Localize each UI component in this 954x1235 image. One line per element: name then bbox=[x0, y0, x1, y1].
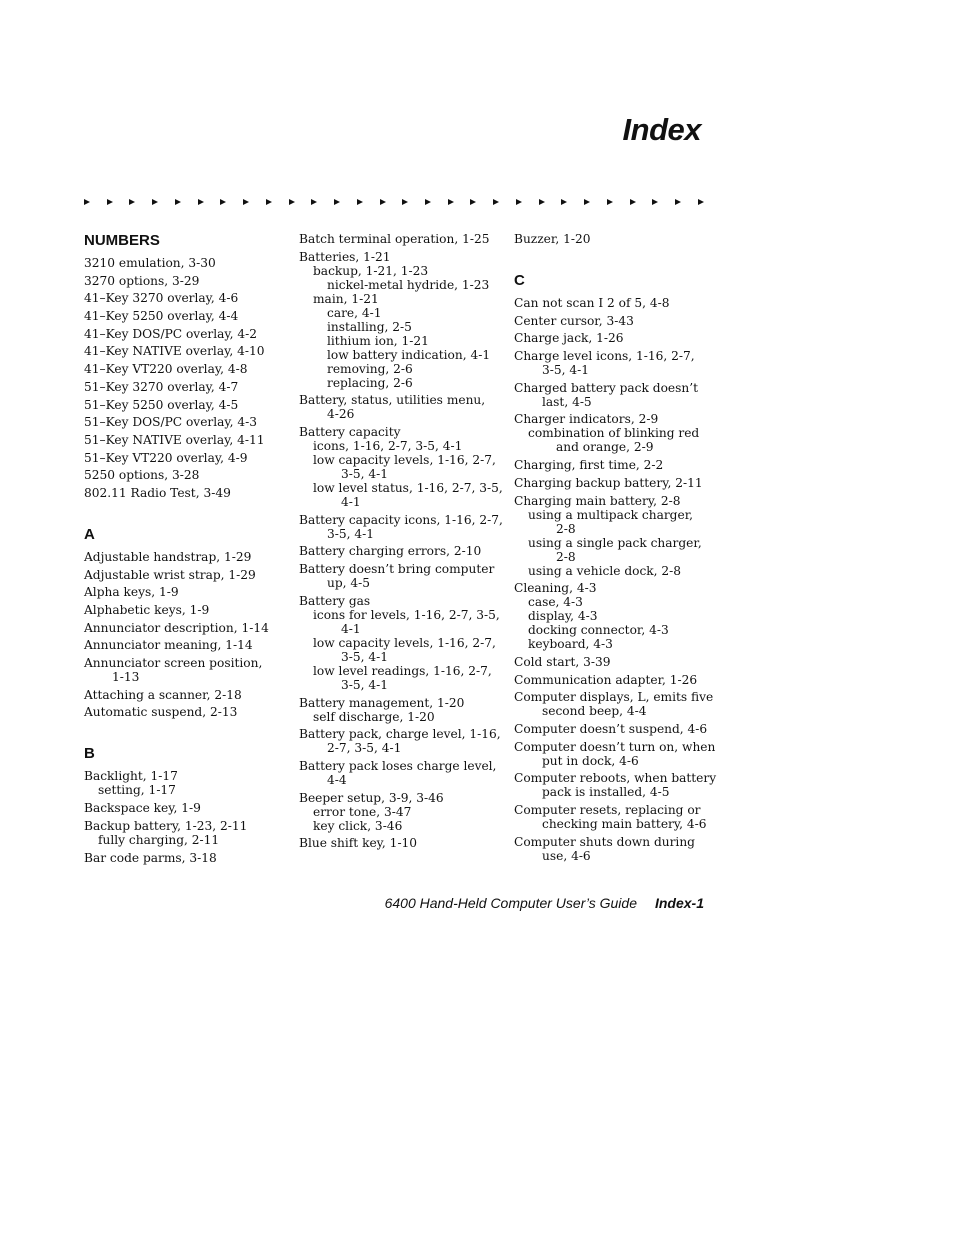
index-term: Beeper setup, 3-9, 3-46 bbox=[299, 790, 444, 805]
index-term: Attaching a scanner, 2-18 bbox=[84, 687, 242, 702]
index-entry bbox=[84, 621, 289, 635]
index-subterm: setting, 1-17 bbox=[98, 783, 176, 798]
index-entry bbox=[84, 327, 289, 341]
index-subterm: 2-7, 3-5, 4-1 bbox=[327, 741, 402, 756]
index-subterm: 2-8 bbox=[556, 549, 576, 564]
index-entry bbox=[514, 690, 719, 718]
index-entry bbox=[299, 791, 504, 833]
index-subterm: and orange, 2-9 bbox=[556, 440, 654, 455]
index-subterm: 4-1 bbox=[341, 495, 361, 510]
index-subterm: backup, 1-21, 1-23 bbox=[313, 263, 429, 278]
index-subterm: using a vehicle dock, 2-8 bbox=[528, 563, 682, 578]
index-subterm: combination of blinking red bbox=[528, 426, 700, 441]
index-entry bbox=[514, 458, 719, 472]
index-subterm: use, 4-6 bbox=[542, 848, 591, 863]
index-subterm: icons for levels, 1-16, 2-7, 3-5, bbox=[313, 607, 500, 622]
index-term: Bar code parms, 3-18 bbox=[84, 850, 217, 865]
index-subterm: 3-5, 4-1 bbox=[341, 649, 389, 664]
index-subterm: installing, 2-5 bbox=[327, 319, 412, 334]
index-subterm: up, 4-5 bbox=[327, 576, 371, 591]
index-subterm: low level readings, 1-16, 2-7, bbox=[313, 663, 492, 678]
index-entry bbox=[514, 296, 719, 310]
section-heading: A bbox=[84, 525, 95, 543]
arrow-bullet-icon bbox=[380, 199, 386, 205]
index-term: Charge level icons, 1-16, 2-7, bbox=[514, 349, 695, 364]
index-subterm: checking main battery, 4-6 bbox=[542, 817, 707, 831]
index-term: Battery doesn’t bring computer bbox=[299, 562, 495, 577]
index-term: Can not scan I 2 of 5, 4-8 bbox=[514, 296, 670, 310]
arrow-bullet-icon bbox=[152, 199, 158, 205]
index-section bbox=[514, 272, 719, 863]
index-term: Battery, status, utilities menu, bbox=[299, 393, 486, 408]
index-subterm: keyboard, 4-3 bbox=[528, 637, 613, 652]
index-entry bbox=[84, 638, 289, 652]
index-entry bbox=[299, 232, 504, 246]
index-entry bbox=[84, 468, 289, 482]
arrow-bullet-icon bbox=[584, 199, 590, 205]
index-subterm: nickel-metal hydride, 1-23 bbox=[327, 277, 490, 292]
index-subterm: pack is installed, 4-5 bbox=[542, 785, 670, 800]
index-entry bbox=[84, 819, 289, 847]
index-term: Charging main battery, 2-8 bbox=[514, 493, 681, 508]
arrow-bullet-icon bbox=[561, 199, 567, 205]
footer-guide-title: 6400 Hand-Held Computer User’s Guide bbox=[384, 895, 637, 911]
index-term: Battery pack loses charge level, bbox=[299, 758, 497, 773]
index-subterm: 3-5, 4-1 bbox=[542, 363, 590, 378]
index-term: 51–Key DOS/PC overlay, 4-3 bbox=[84, 415, 258, 430]
index-term: Charger indicators, 2-9 bbox=[514, 412, 659, 427]
section-heading: NUMBERS bbox=[84, 232, 160, 249]
arrow-bullet-icon bbox=[675, 199, 681, 205]
index-entry bbox=[299, 759, 504, 787]
index-entry bbox=[514, 331, 719, 345]
index-entry bbox=[299, 544, 504, 558]
index-column-2 bbox=[299, 232, 504, 850]
index-term: Computer displays, L, emits five bbox=[514, 690, 714, 705]
index-subterm: main, 1-21 bbox=[313, 291, 379, 306]
arrow-bullet-icon bbox=[448, 199, 454, 205]
index-subterm: low capacity levels, 1-16, 2-7, bbox=[313, 635, 496, 650]
index-entry bbox=[514, 835, 719, 863]
arrow-bullet-icon bbox=[425, 199, 431, 205]
index-subterm: key click, 3-46 bbox=[313, 818, 403, 833]
arrow-bullet-icon bbox=[220, 199, 226, 205]
index-subterm: icons, 1-16, 2-7, 3-5, 4-1 bbox=[313, 439, 463, 454]
index-subterm: second beep, 4-4 bbox=[542, 704, 647, 719]
index-entry bbox=[84, 415, 289, 429]
arrow-bullet-icon bbox=[539, 199, 545, 205]
index-entry bbox=[84, 256, 289, 270]
index-entry bbox=[299, 562, 504, 590]
index-subterm: 3-5, 4-1 bbox=[327, 526, 375, 541]
index-term: Charging backup battery, 2-11 bbox=[514, 475, 703, 490]
index-entry bbox=[299, 836, 504, 850]
index-entry bbox=[514, 494, 719, 578]
index-column-3 bbox=[514, 232, 719, 863]
index-entry bbox=[84, 344, 289, 358]
index-term: 41–Key 5250 overlay, 4-4 bbox=[84, 309, 239, 324]
index-section bbox=[514, 232, 719, 246]
index-subterm: last, 4-5 bbox=[542, 394, 592, 409]
index-term: Battery charging errors, 2-10 bbox=[299, 544, 482, 559]
index-term: Battery gas bbox=[299, 593, 371, 608]
arrow-bullet-icon bbox=[198, 199, 204, 205]
index-entry bbox=[299, 393, 504, 421]
index-section bbox=[84, 526, 289, 720]
index-subterm: error tone, 3-47 bbox=[313, 804, 412, 819]
index-subterm: low battery indication, 4-1 bbox=[327, 347, 491, 362]
index-entry bbox=[84, 433, 289, 447]
arrow-bullet-icon bbox=[652, 199, 658, 205]
arrow-bullet-icon bbox=[493, 199, 499, 205]
arrow-bullet-icon bbox=[129, 199, 135, 205]
footer-page-number: Index-1 bbox=[654, 895, 704, 911]
index-term: 51–Key NATIVE overlay, 4-11 bbox=[84, 432, 265, 447]
index-entry bbox=[84, 568, 289, 582]
index-entry bbox=[514, 412, 719, 454]
index-term: Backup battery, 1-23, 2-11 bbox=[84, 818, 248, 833]
arrow-bullet-icon bbox=[107, 199, 113, 205]
index-section bbox=[84, 232, 289, 500]
index-subterm: 4-4 bbox=[327, 772, 347, 787]
index-term: Center cursor, 3-43 bbox=[514, 313, 634, 328]
index-subterm: removing, 2-6 bbox=[327, 361, 413, 376]
index-entry bbox=[514, 673, 719, 687]
index-section bbox=[299, 232, 504, 850]
index-entry bbox=[84, 380, 289, 394]
index-entry bbox=[514, 771, 719, 799]
index-term: Adjustable handstrap, 1-29 bbox=[84, 549, 252, 564]
index-term: Battery pack, charge level, 1-16, bbox=[299, 727, 501, 742]
index-entry bbox=[514, 476, 719, 490]
index-subterm: using a single pack charger, bbox=[528, 535, 702, 550]
index-subterm: using a multipack charger, bbox=[528, 507, 694, 522]
index-subterm: display, 4-3 bbox=[528, 609, 598, 624]
index-term: Battery capacity icons, 1-16, 2-7, bbox=[299, 512, 503, 527]
index-subterm: care, 4-1 bbox=[327, 305, 382, 320]
index-subterm: 4-26 bbox=[327, 407, 355, 422]
index-entry bbox=[84, 688, 289, 702]
index-term: Annunciator description, 1-14 bbox=[84, 620, 269, 635]
index-subterm: 2-8 bbox=[556, 521, 576, 536]
index-subterm: fully charging, 2-11 bbox=[98, 832, 220, 847]
index-term: Computer doesn’t suspend, 4-6 bbox=[514, 721, 708, 736]
index-term: Charged battery pack doesn’t bbox=[514, 380, 698, 395]
index-subterm: low capacity levels, 1-16, 2-7, bbox=[313, 453, 496, 468]
index-entry bbox=[84, 603, 289, 617]
index-subterm: 1-13 bbox=[112, 670, 140, 685]
index-entry bbox=[299, 594, 504, 692]
index-term: Computer doesn’t turn on, when bbox=[514, 739, 716, 754]
arrow-bullet-icon bbox=[266, 199, 272, 205]
index-subterm: low level status, 1-16, 2-7, 3-5, bbox=[313, 481, 503, 496]
index-entry bbox=[299, 727, 504, 755]
index-entry bbox=[84, 362, 289, 376]
index-term: Buzzer, 1-20 bbox=[514, 232, 591, 246]
index-term: Backlight, 1-17 bbox=[84, 769, 178, 784]
index-entry bbox=[299, 250, 504, 390]
index-term: 5250 options, 3-28 bbox=[84, 468, 200, 483]
index-term: Alphabetic keys, 1-9 bbox=[84, 603, 210, 617]
index-entry bbox=[84, 274, 289, 288]
arrow-bullet-icon bbox=[311, 199, 317, 205]
index-term: Cold start, 3-39 bbox=[514, 654, 611, 669]
index-term: Alpha keys, 1-9 bbox=[84, 585, 179, 600]
arrow-bullet-icon bbox=[243, 199, 249, 205]
arrow-bullet-icon bbox=[607, 199, 613, 205]
index-term: Adjustable wrist strap, 1-29 bbox=[84, 567, 256, 582]
index-term: Batch terminal operation, 1-25 bbox=[299, 232, 490, 246]
index-entry bbox=[514, 349, 719, 377]
index-entry bbox=[84, 769, 289, 797]
index-entry bbox=[84, 486, 289, 500]
index-entry bbox=[299, 513, 504, 541]
index-term: 802.11 Radio Test, 3-49 bbox=[84, 485, 231, 500]
index-term: Backspace key, 1-9 bbox=[84, 801, 201, 816]
index-subterm: 3-5, 4-1 bbox=[341, 467, 389, 482]
arrow-bullet-icon bbox=[357, 199, 363, 205]
index-entry bbox=[84, 451, 289, 465]
arrow-divider bbox=[84, 196, 704, 208]
index-entry bbox=[514, 803, 719, 831]
index-entry bbox=[299, 696, 504, 724]
index-subterm: put in dock, 4-6 bbox=[542, 753, 639, 768]
index-term: 41–Key 3270 overlay, 4-6 bbox=[84, 291, 239, 306]
arrow-bullet-icon bbox=[334, 199, 340, 205]
arrow-bullet-icon bbox=[698, 199, 704, 205]
index-term: Cleaning, 4-3 bbox=[514, 581, 597, 596]
index-term: 3210 emulation, 3-30 bbox=[84, 256, 216, 270]
index-term: Battery management, 1-20 bbox=[299, 695, 465, 710]
index-term: 51–Key 5250 overlay, 4-5 bbox=[84, 397, 239, 412]
index-entry bbox=[514, 314, 719, 328]
section-heading: C bbox=[514, 272, 525, 289]
arrow-bullet-icon bbox=[516, 199, 522, 205]
arrow-bullet-icon bbox=[289, 199, 295, 205]
index-term: 51–Key 3270 overlay, 4-7 bbox=[84, 379, 239, 394]
arrow-bullet-icon bbox=[402, 199, 408, 205]
section-heading: B bbox=[84, 745, 95, 763]
index-subterm: lithium ion, 1-21 bbox=[327, 333, 429, 348]
index-entry bbox=[84, 550, 289, 564]
index-subterm: replacing, 2-6 bbox=[327, 375, 413, 390]
index-term: Automatic suspend, 2-13 bbox=[84, 705, 238, 720]
index-term: 51–Key VT220 overlay, 4-9 bbox=[84, 450, 248, 465]
index-term: Annunciator meaning, 1-14 bbox=[84, 638, 253, 653]
index-entry bbox=[84, 398, 289, 412]
index-term: Battery capacity bbox=[299, 425, 401, 440]
index-term: Computer reboots, when battery bbox=[514, 771, 717, 786]
index-entry bbox=[84, 851, 289, 865]
index-entry bbox=[514, 232, 719, 246]
page-title: Index bbox=[622, 112, 701, 147]
index-entry bbox=[514, 381, 719, 409]
index-term: Communication adapter, 1-26 bbox=[514, 672, 698, 687]
index-column-1 bbox=[84, 232, 289, 865]
index-term: Batteries, 1-21 bbox=[299, 249, 391, 264]
index-entry bbox=[84, 801, 289, 815]
arrow-bullet-icon bbox=[630, 199, 636, 205]
index-subterm: docking connector, 4-3 bbox=[528, 623, 669, 638]
index-term: Computer resets, replacing or bbox=[514, 803, 701, 817]
index-subterm: 3-5, 4-1 bbox=[341, 677, 389, 692]
index-entry bbox=[514, 581, 719, 651]
index-entry bbox=[299, 425, 504, 509]
index-entry bbox=[84, 656, 289, 684]
arrow-bullet-icon bbox=[84, 199, 90, 205]
index-subterm: self discharge, 1-20 bbox=[313, 709, 435, 724]
index-entry bbox=[84, 291, 289, 305]
arrow-bullet-icon bbox=[470, 199, 476, 205]
index-entry bbox=[514, 655, 719, 669]
index-term: Charging, first time, 2-2 bbox=[514, 458, 664, 473]
index-term: Annunciator screen position, bbox=[84, 656, 263, 671]
index-entry bbox=[514, 740, 719, 768]
arrow-bullet-icon bbox=[175, 199, 181, 205]
index-entry bbox=[84, 585, 289, 599]
index-term: 41–Key VT220 overlay, 4-8 bbox=[84, 362, 248, 377]
index-section bbox=[84, 745, 289, 864]
index-entry bbox=[84, 309, 289, 323]
index-term: Blue shift key, 1-10 bbox=[299, 836, 418, 851]
index-term: 3270 options, 3-29 bbox=[84, 273, 200, 288]
index-term: 41–Key NATIVE overlay, 4-10 bbox=[84, 344, 265, 359]
index-subterm: case, 4-3 bbox=[528, 595, 583, 610]
index-entry bbox=[514, 722, 719, 736]
index-term: Charge jack, 1-26 bbox=[514, 331, 624, 346]
index-subterm: 4-1 bbox=[341, 621, 361, 636]
index-entry bbox=[84, 705, 289, 719]
page-footer bbox=[385, 895, 704, 911]
index-term: Computer shuts down during bbox=[514, 834, 695, 849]
index-term: 41–Key DOS/PC overlay, 4-2 bbox=[84, 326, 258, 341]
